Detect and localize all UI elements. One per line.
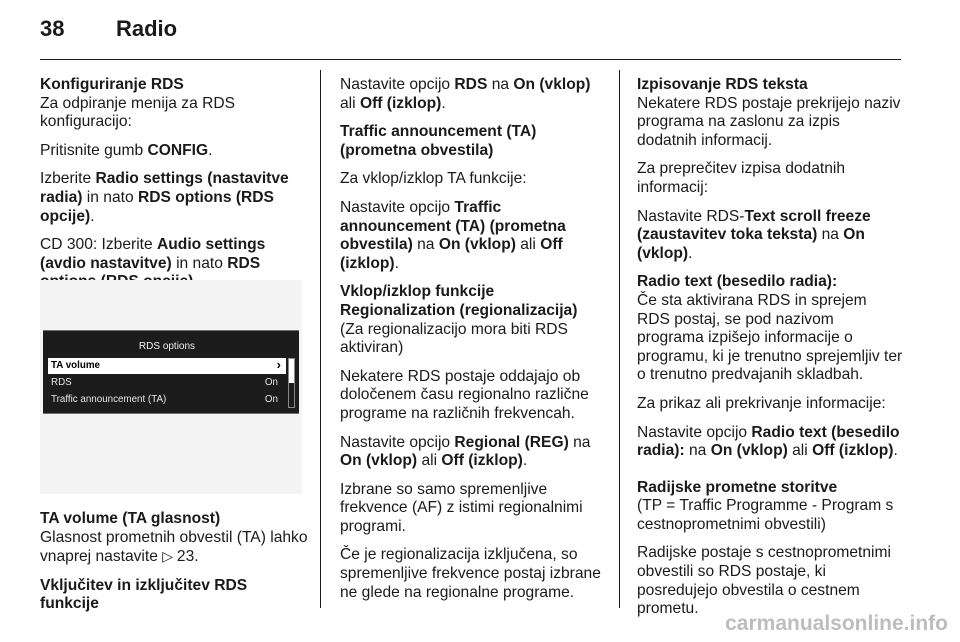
chapter-title: Radio [116,16,178,41]
traffic-services-text: Radijske postaje s cestnoprometnimi obvestili so RDS postaje, ki posredujejo obvestila o cestnem prometu. [637,544,891,618]
column-1 [40,76,308,302]
display-text: Za prikaz ali prekrivanje informacije: [637,394,886,412]
column-2 [340,76,606,612]
press-config-step: Pritisnite gumb CONFIG. [40,141,213,159]
rds-text-body: Nekatere RDS postaje prekrijejo naziv programa na zaslonu za izpis dodatnih informacij. [637,94,901,149]
menu-item-label: TA volume [51,360,100,371]
regionalization-text: Nekatere RDS postaje oddajajo ob določenem času regionalno različne programe na različnih frekvencah. [340,367,589,422]
column-divider-1 [320,70,321,608]
rds-options-figure [40,280,302,494]
rds-options-screen [43,330,299,414]
traffic-services-heading: Radijske prometne storitve [637,478,838,496]
menu-item-label: RDS [51,377,72,388]
scrollbar-thumb[interactable] [289,359,294,383]
header-rule [40,59,901,60]
rds-onoff-heading: Vključitev in izključitev RDS funkcije [40,576,248,613]
cd300-step: CD 300: Izberite Audio settings (avdio nastavitve) in nato RDS [40,236,266,272]
menu-item-label: Traffic announcement (TA) [51,394,167,405]
radio-text-option: Nastavite opcijo Radio text (besedilo radia): na On (vklop) ali Off (izklop). [637,423,900,460]
regionalization-note: (Za regionalizacijo mora biti RDS aktiviran) [340,320,568,357]
menu-item-traffic-announcement[interactable] [48,392,286,408]
radio-text-body: Če sta aktivirana RDS in sprejem RDS postaj, se pod nazivom programa izpišejo informacije o programu, ki je trenutno sprejemljiv ter o trenutno predvajanih skladbah. [637,291,903,384]
regional-text-3: Če je regionalizacija izključena, so spremenljive frekvence postaj izbrane ne glede na regionalne programe. [340,546,601,601]
radio-text-heading: Radio text (besedilo radia): [637,273,838,291]
menu-item-rds[interactable] [48,375,286,391]
rds-config-heading: Konfiguriranje RDS [40,76,184,93]
screen-scrollbar[interactable] [288,358,295,408]
page-reference-icon: ▷ [162,548,177,565]
column-1-lower [40,510,308,624]
screen-title: RDS options [138,341,196,352]
chevron-right-icon: › [276,357,281,372]
traffic-services-note: (TP = Traffic Programme - Program s cestnoprometnimi obvestili) [637,497,894,533]
regional-set-option: Nastavite opcijo Regional (REG) na On (vklop) ali Off (izklop). [340,433,591,470]
ta-volume-heading: TA volume (TA glasnost) [40,510,221,527]
menu-item-value: On [264,394,278,405]
menu-item-ta-volume[interactable] [48,358,286,374]
ta-text: Za vklop/izklop TA funkcije: [340,170,527,188]
column-3 [637,76,903,629]
rds-set-option: Nastavite opcijo RDS na On (vklop) ali Off (izklop). [340,76,591,112]
select-step: Izberite Radio settings (nastavitve radia) in nato RDS options (RDS opcije). [40,170,289,225]
regionalization-heading: Vklop/izklop funkcije Regionalization (regionalizacija) [340,283,578,319]
regional-text-2: Izbrane so samo spremenljive frekvence (AF) z istimi regionalnimi programi. [340,480,583,535]
ta-heading: Traffic announcement (TA) (prometna obvestila) [340,123,537,159]
ta-volume-text: Glasnost prometnih obvestil (TA) lahko vnaprej nastavite ▷ 23. [40,528,308,566]
menu-item-value: On [264,377,278,388]
rds-config-intro: Za odpiranje menija za RDS konfiguracijo: [40,94,236,131]
prevent-text: Za preprečitev izpisa dodatnih informacij: [637,160,846,196]
watermark: carmanualsonline.info [725,612,948,635]
ta-set-option: Nastavite opcijo Traffic announcement (TA) (prometna obvestila) na On (vklop) ali Off (izklop). [340,198,566,272]
rds-text-heading: Izpisovanje RDS teksta [637,76,808,93]
column-divider-2 [619,70,620,608]
scroll-freeze-option: Nastavite RDS-Text scroll freeze (zaustavitev toka teksta) na On (vklop). [637,207,871,262]
page-number: 38 [40,16,65,41]
